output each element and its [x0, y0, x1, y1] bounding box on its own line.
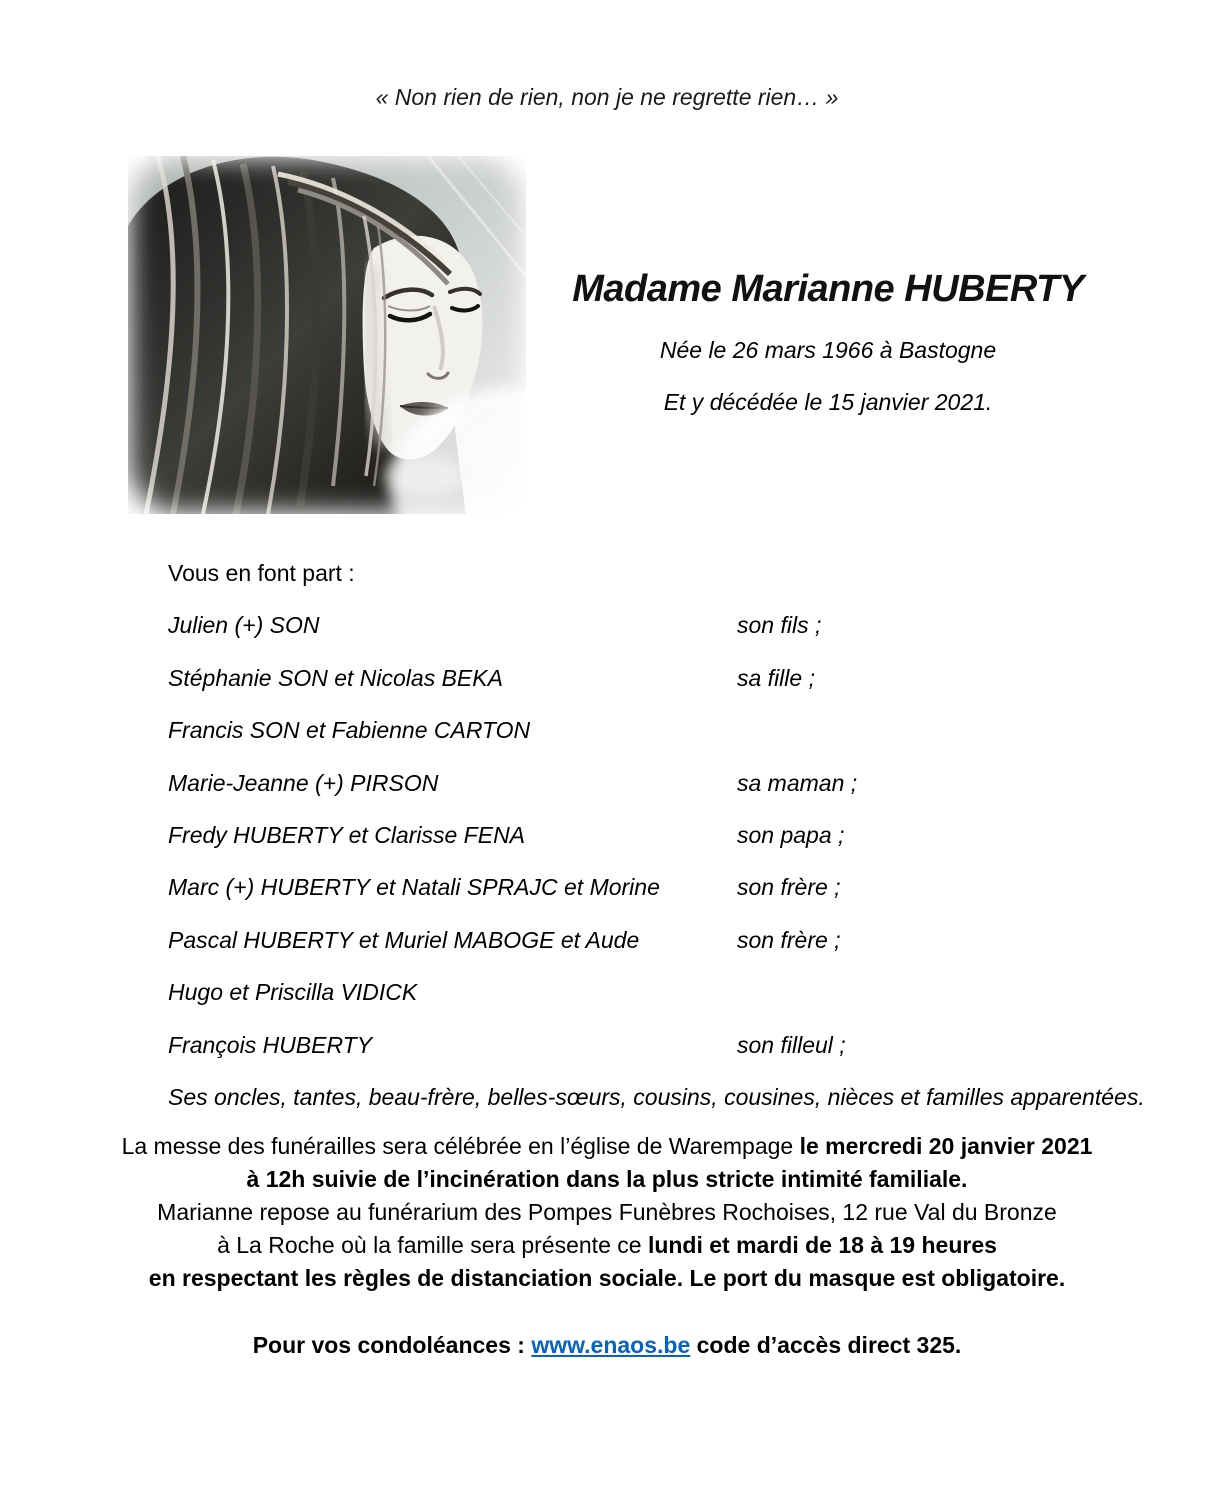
member-name: Francis SON et Fabienne CARTON	[168, 717, 531, 744]
member-name: François HUBERTY	[168, 1031, 373, 1058]
ceremony-line: à 12h suivie de l’incinération dans la plus stricte intimité familiale.	[246, 1166, 968, 1192]
condolences-line	[0, 1332, 1214, 1359]
ceremony-line: La messe des funérailles sera célébrée en l’église de Warempage le mercredi 20 janvier 2021	[121, 1133, 1093, 1159]
member-name: Fredy HUBERTY et Clarisse FENA	[168, 821, 526, 848]
member-relation	[737, 966, 1194, 1018]
enaos-link[interactable]: www.enaos.be	[531, 1332, 691, 1358]
member-relation: son filleul ;	[737, 1031, 846, 1058]
member-relation: son frère ;	[737, 874, 841, 901]
family-member-row	[168, 914, 1194, 966]
death-line: Et y décédée le 15 janvier 2021.	[663, 389, 993, 415]
member-name: Pascal HUBERTY et Muriel MABOGE et Aude	[168, 926, 640, 953]
member-relation: son fils ;	[737, 612, 822, 639]
condolences-suffix: code d’accès direct 325.	[696, 1332, 962, 1358]
deceased-name: Madame Marianne HUBERTY	[572, 268, 1084, 310]
family-member-row	[168, 599, 1194, 651]
announcement-intro: Vous en font part :	[168, 560, 355, 586]
member-name: Hugo et Priscilla VIDICK	[168, 979, 418, 1006]
epigraph-quote: « Non rien de rien, non je ne regrette rien… »	[375, 84, 839, 110]
member-name: Marie-Jeanne (+) PIRSON	[168, 769, 439, 796]
birth-line: Née le 26 mars 1966 à Bastogne	[659, 337, 997, 363]
family-member-row	[168, 1019, 1194, 1071]
condolences-prefix: Pour vos condoléances :	[252, 1332, 525, 1358]
deceased-identity-block	[525, 156, 1131, 416]
member-relation	[737, 704, 1194, 756]
family-member-row	[168, 757, 1194, 809]
family-member-row	[168, 861, 1194, 913]
member-name: Julien (+) SON	[168, 612, 320, 639]
ceremony-line: à La Roche où la famille sera présente ce lundi et mardi de 18 à 19 heures	[217, 1232, 997, 1258]
portrait-illustration	[128, 156, 526, 514]
member-relation: son frère ;	[737, 926, 841, 953]
member-relation: sa maman ;	[737, 769, 858, 796]
ceremony-line: Marianne repose au funérarium des Pompes Funèbres Rochoises, 12 rue Val du Bronze	[157, 1199, 1057, 1225]
family-member-row	[168, 809, 1194, 861]
family-member-row	[168, 704, 1194, 756]
portrait-photo	[128, 156, 526, 514]
family-announcement	[168, 547, 1194, 1123]
extended-family-line: Ses oncles, tantes, beau-frère, belles-sœurs, cousins, cousines, nièces et familles apparentées.	[168, 1083, 1145, 1110]
family-member-row	[168, 652, 1194, 704]
ceremony-details	[0, 1130, 1214, 1295]
member-relation: son papa ;	[737, 821, 845, 848]
ceremony-line: en respectant les règles de distanciation sociale. Le port du masque est obligatoire.	[148, 1265, 1066, 1291]
member-name: Stéphanie SON et Nicolas BEKA	[168, 664, 503, 691]
member-name: Marc (+) HUBERTY et Natali SPRAJC et Morine	[168, 874, 660, 901]
family-member-row	[168, 966, 1194, 1018]
member-relation: sa fille ;	[737, 664, 815, 691]
